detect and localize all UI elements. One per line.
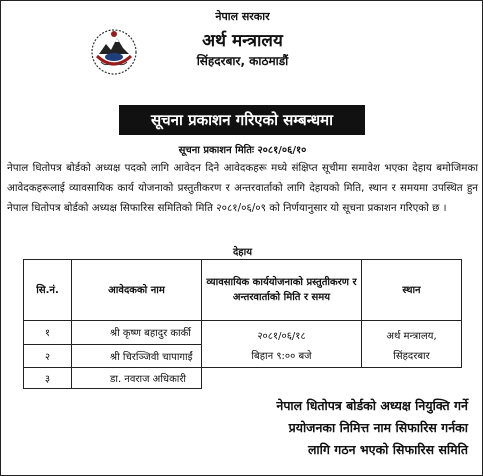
presentation-date: २०८१/०६/१८ <box>257 331 306 342</box>
committee-line-3: लागि गठन भएको सिफारिस समिति <box>307 442 468 457</box>
header-applicant-name: आवेदकको नाम <box>72 260 202 321</box>
committee-line-2: प्रयोजनका निमित्त नाम सिफारिस गर्नका <box>288 420 468 435</box>
row-applicant-name: श्री चिरञ्जिवी चापागाईं <box>72 344 202 368</box>
committee-signature <box>188 395 468 461</box>
table-row <box>24 321 462 345</box>
table-row <box>24 368 462 389</box>
venue-line-1: अर्थ मन्त्रालय, <box>386 331 437 342</box>
table-caption: देहाय <box>232 247 252 258</box>
candidate-table <box>23 259 462 389</box>
row-applicant-name: श्री कृष्ण बहादुर कार्की <box>72 321 202 345</box>
row-applicant-name: डा. नवराज अधिकारी <box>72 368 202 389</box>
row-serial: २ <box>24 344 72 368</box>
venue-line-2: सिंहदरबार <box>393 351 430 362</box>
presentation-time: बिहान ९:०० बजे <box>251 351 312 362</box>
publish-date: सूचना प्रकाशन मितिः २०८१/०६/१० <box>178 145 307 156</box>
presentation-datetime-cell <box>202 321 362 368</box>
committee-line-1: नेपाल धितोपत्र बोर्डको अध्यक्ष नियुक्ति गर्ने <box>276 398 468 413</box>
venue-cell <box>362 321 462 368</box>
ministry-address: सिंहदरबार, काठमाडौं <box>196 54 289 68</box>
notice-body: नेपाल धितोपत्र बोर्डको अध्यक्ष पदको लागि आवेदन दिने आवेदकहरू मध्ये संक्षिप्त सूचीमा समावेश भएका देहाय बमोजिमका आवेदकहरूलाई व्यावसायिक कार्य योजनाको प्रस्तुतीकरण र अन्तरवार्ताको लागि देहायको मिति, स्थान र समयमा उपस्थित हुन नेपाल धितोपत्र बोर्डको अध्यक्ष सिफारिस समितिको मिति २०८१/०६/०९ को निर्णयानुसार यो सूचना प्रकाशन गरिएको छ । <box>7 162 478 214</box>
row-serial: १ <box>24 321 72 345</box>
row-serial: ३ <box>24 368 72 389</box>
table-header-row <box>24 260 462 321</box>
header-serial: सि.नं. <box>24 260 72 321</box>
notice-title-banner: सूचना प्रकाशन गरिएको सम्बन्धमा <box>119 105 365 135</box>
government-name: नेपाल सरकार <box>215 10 270 23</box>
header-venue: स्थान <box>362 260 462 321</box>
ministry-name: अर्थ मन्त्रालय <box>202 31 283 51</box>
header-presentation-datetime: व्यावसायिक कार्ययोजनाको प्रस्तुतीकरण र अन्तरवार्ताको मिति र समय <box>202 260 362 321</box>
